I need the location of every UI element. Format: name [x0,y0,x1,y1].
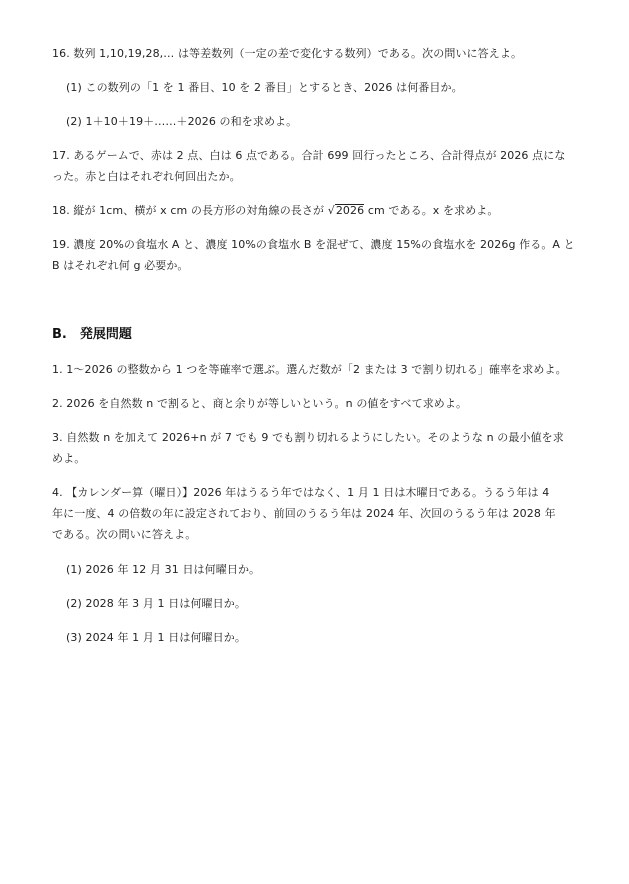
sqrt-symbol: √ [327,204,335,217]
section-b-problem-4-line-1: 4. 【カレンダー算（曜日）】2026 年はうるう年ではなく、1 月 1 日は木曜日である。うるう年は 4 [52,486,550,499]
section-b-problem-4-line-2: 年に一度、4 の倍数の年に設定されており、前回のうるう年は 2024 年、次回のうるう年は 2028 年 [52,507,556,520]
problem-16-question-1: (1) この数列の「1 を 1 番目、10 を 2 番目」とするとき、2026 は何番目か。 [66,81,463,94]
problem-17-line-1: 17. あるゲームで、赤は 2 点、白は 6 点である。合計 699 回行ったところ、合計得点が 2026 点にな [52,149,566,162]
section-b-problem-4-line-3: である。次の問いに答えよ。 [52,528,197,541]
section-b-problem-4-question-3: (3) 2024 年 1 月 1 日は何曜日か。 [66,631,246,644]
problem-19-line-2: B はそれぞれ何 g 必要か。 [52,259,189,272]
problem-18-text-after: cm である。x を求めよ。 [364,204,499,217]
problem-18 [52,204,499,218]
problem-19-line-1: 19. 濃度 20%の食塩水 A と、濃度 10%の食塩水 B を混ぜて、濃度 15%の食塩水を 2026g 作る。A と [52,238,575,251]
problem-17-line-2: った。赤と白はそれぞれ何回出たか。 [52,170,241,183]
section-b-problem-3-line-1: 3. 自然数 n を加えて 2026+n が 7 でも 9 でも割り切れるようにしたい。そのような n の最小値を求 [52,431,564,444]
section-b-problem-1: 1. 1～2026 の整数から 1 つを等確率で選ぶ。選んだ数が「2 または 3 で割り切れる」確率を求めよ。 [52,363,567,376]
section-b-problem-3-line-2: めよ。 [52,452,86,465]
section-b-heading: B. 発展問題 [52,327,132,342]
sqrt-radicand: 2026 [335,204,365,217]
section-b-problem-2: 2. 2026 を自然数 n で割ると、商と余りが等しいという。n の値をすべて求めよ。 [52,397,468,410]
problem-18-text-before: 18. 縦が 1cm、横が x cm の長方形の対角線の長さが [52,204,328,217]
section-b-problem-4-question-2: (2) 2028 年 3 月 1 日は何曜日か。 [66,597,246,610]
problem-16-question-2: (2) 1＋10＋19＋……＋2026 の和を求めよ。 [66,115,298,128]
section-b-problem-4-question-1: (1) 2026 年 12 月 31 日は何曜日か。 [66,563,261,576]
problem-16-stem: 16. 数列 1,10,19,28,… は等差数列（一定の差で変化する数列）である。次の問いに答えよ。 [52,47,523,60]
